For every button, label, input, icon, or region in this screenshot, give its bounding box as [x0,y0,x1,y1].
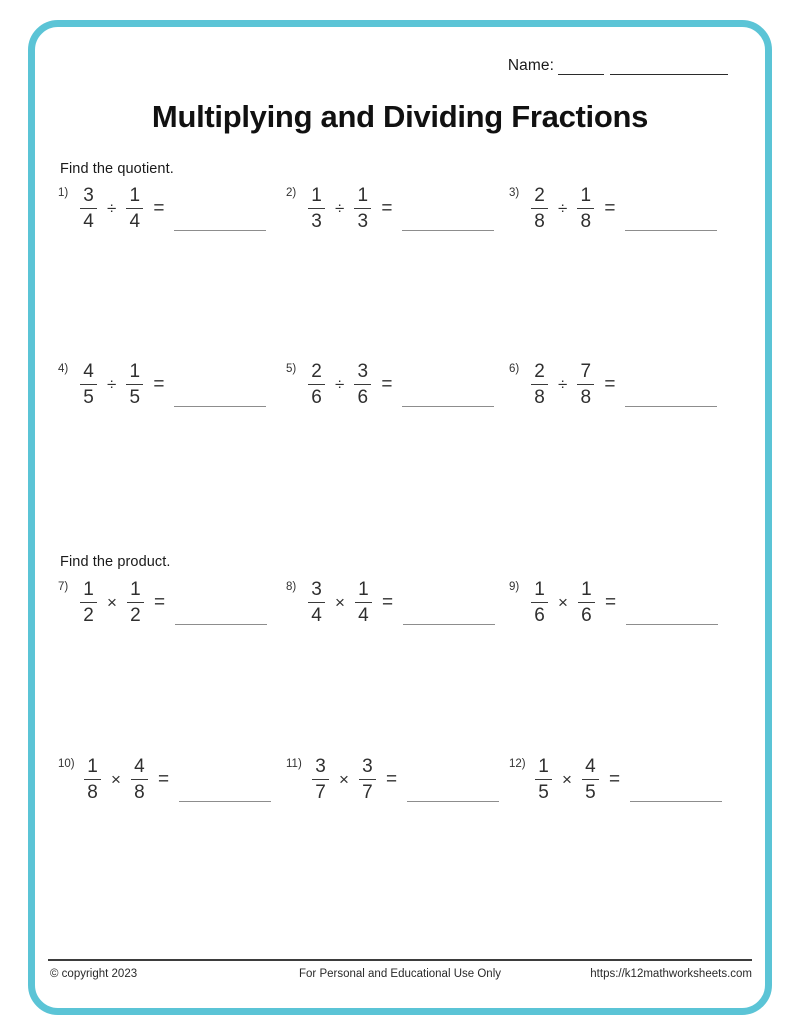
problem-row-2 [0,360,800,430]
fraction-left [535,757,552,802]
fraction-right [577,362,594,407]
denominator: 7 [362,781,373,803]
problem-8 [286,578,495,648]
problem-expression [306,580,395,625]
denominator: 4 [83,210,94,232]
equals-icon: = [381,197,393,219]
divide-icon: ÷ [107,198,117,218]
denominator: 6 [311,386,322,408]
fraction-bar [80,384,97,386]
footer-usage-notice: For Personal and Educational Use Only [299,968,501,980]
multiply-icon: × [111,769,121,789]
answer-blank[interactable] [174,184,266,231]
fraction-left [80,186,97,231]
equals-icon: = [604,197,616,219]
numerator: 3 [315,756,326,777]
name-field-blank-first[interactable] [558,60,604,75]
numerator: 1 [581,579,592,600]
equals-icon: = [157,768,170,790]
answer-blank[interactable] [407,755,499,802]
problem-row-4 [0,755,800,825]
answer-blank[interactable] [179,755,271,802]
problem-expression [529,580,618,625]
problem-expression [78,362,166,407]
denominator: 4 [358,604,369,626]
answer-blank[interactable] [626,578,718,625]
problem-9 [509,578,718,648]
fraction-left [308,580,325,625]
answer-blank[interactable] [630,755,722,802]
equals-icon: = [381,591,394,613]
fraction-bar [355,602,372,604]
problem-2 [286,184,494,254]
section-heading-quotient: Find the quotient. [60,161,174,177]
fraction-bar [308,208,325,210]
multiply-icon: × [335,592,345,612]
fraction-right [578,580,595,625]
fraction-left [531,362,548,407]
fraction-bar [531,384,548,386]
fraction-bar [308,384,325,386]
numerator: 3 [83,185,94,206]
problem-1 [58,184,266,254]
fraction-right [126,362,143,407]
answer-blank[interactable] [402,360,494,407]
problem-number: 9) [509,581,520,593]
numerator: 1 [83,579,94,600]
equals-icon: = [153,591,166,613]
denominator: 5 [538,781,549,803]
divide-icon: ÷ [335,374,345,394]
fraction-left [84,757,101,802]
fraction-left [80,580,97,625]
numerator: 1 [358,579,369,600]
numerator: 1 [580,185,592,206]
fraction-left [312,757,329,802]
numerator: 1 [357,185,369,206]
fraction-right [355,580,372,625]
problem-11 [286,755,499,825]
problem-expression [310,757,399,802]
page-title: Multiplying and Dividing Fractions [151,99,649,134]
denominator: 5 [585,781,596,803]
numerator: 1 [130,579,141,600]
problem-4 [58,360,266,430]
equals-icon: = [604,373,616,395]
numerator: 1 [534,579,545,600]
footer-website-link[interactable]: https://k12mathworksheets.com [590,968,752,980]
fraction-bar [582,779,599,781]
numerator: 2 [534,361,545,382]
multiply-icon: × [339,769,349,789]
problem-number: 3) [509,187,520,199]
numerator: 3 [311,579,322,600]
problem-number: 10) [58,758,75,770]
numerator: 1 [538,756,549,777]
equals-icon: = [381,373,393,395]
fraction-bar [308,602,325,604]
problem-5 [286,360,494,430]
answer-blank[interactable] [403,578,495,625]
problem-7 [58,578,267,648]
multiply-icon: × [107,592,117,612]
divide-icon: ÷ [107,374,117,394]
fraction-left [531,186,548,231]
denominator: 8 [580,210,592,232]
denominator: 8 [534,386,545,408]
denominator: 5 [129,386,141,408]
problem-expression [529,186,617,231]
problem-number: 12) [509,758,526,770]
fraction-right [577,186,594,231]
fraction-bar [131,779,148,781]
problem-row-3 [0,578,800,648]
fraction-right [131,757,148,802]
divide-icon: ÷ [558,374,568,394]
numerator: 2 [534,185,545,206]
footer [48,968,752,988]
denominator: 2 [130,604,141,626]
numerator: 1 [311,185,322,206]
fraction-right [582,757,599,802]
fraction-bar [80,602,97,604]
denominator: 8 [87,781,98,803]
denominator: 8 [134,781,145,803]
problem-number: 2) [286,187,297,199]
numerator: 4 [83,361,94,382]
fraction-bar [126,384,143,386]
name-field[interactable] [508,58,728,75]
denominator: 2 [83,604,94,626]
denominator: 8 [580,386,592,408]
fraction-right [359,757,376,802]
fraction-right [354,186,371,231]
multiply-icon: × [558,592,568,612]
problem-number: 4) [58,363,69,375]
problem-number: 6) [509,363,520,375]
fraction-bar [84,779,101,781]
divide-icon: ÷ [558,198,568,218]
fraction-right [354,362,371,407]
problem-expression [82,757,171,802]
denominator: 4 [311,604,322,626]
problem-12 [509,755,722,825]
fraction-left [531,580,548,625]
numerator: 3 [357,361,369,382]
problem-expression [306,186,394,231]
numerator: 2 [311,361,322,382]
answer-blank[interactable] [174,360,266,407]
denominator: 8 [534,210,545,232]
answer-blank[interactable] [175,578,267,625]
answer-blank[interactable] [625,184,717,231]
fraction-bar [80,208,97,210]
problem-6 [509,360,717,430]
numerator: 1 [129,185,141,206]
denominator: 7 [315,781,326,803]
section-heading-product: Find the product. [60,554,171,570]
fraction-bar [312,779,329,781]
denominator: 5 [83,386,94,408]
answer-blank[interactable] [625,360,717,407]
fraction-left [308,186,325,231]
equals-icon: = [153,197,165,219]
fraction-bar [354,384,371,386]
denominator: 3 [311,210,322,232]
name-field-label: Name: [507,57,554,74]
answer-blank[interactable] [402,184,494,231]
numerator: 4 [585,756,596,777]
problem-expression [306,362,394,407]
fraction-bar [127,602,144,604]
fraction-right [127,580,144,625]
numerator: 1 [87,756,98,777]
problem-3 [509,184,717,254]
numerator: 3 [362,756,373,777]
fraction-left [80,362,97,407]
equals-icon: = [153,373,165,395]
name-field-blank-second[interactable] [610,60,728,75]
fraction-bar [531,602,548,604]
footer-divider [48,959,752,961]
footer-copyright: © copyright 2023 [50,968,138,980]
denominator: 6 [357,386,369,408]
fraction-bar [535,779,552,781]
problem-expression [529,362,617,407]
numerator: 7 [580,361,592,382]
fraction-bar [359,779,376,781]
problem-10 [58,755,271,825]
denominator: 4 [129,210,141,232]
divide-icon: ÷ [335,198,345,218]
equals-icon: = [604,591,617,613]
denominator: 3 [357,210,369,232]
problem-expression [78,186,166,231]
problem-expression [533,757,622,802]
numerator: 4 [134,756,145,777]
denominator: 6 [534,604,545,626]
numerator: 1 [129,361,141,382]
problem-number: 5) [286,363,297,375]
equals-icon: = [385,768,398,790]
fraction-bar [578,602,595,604]
fraction-bar [531,208,548,210]
fraction-bar [577,208,594,210]
problem-number: 11) [286,758,302,770]
denominator: 6 [581,604,592,626]
fraction-left [308,362,325,407]
equals-icon: = [608,768,621,790]
problem-number: 7) [58,581,69,593]
fraction-bar [126,208,143,210]
problem-expression [78,580,167,625]
problem-row-1 [0,184,800,254]
multiply-icon: × [562,769,572,789]
fraction-bar [577,384,594,386]
fraction-bar [354,208,371,210]
problem-number: 1) [58,187,69,199]
fraction-right [126,186,143,231]
problem-number: 8) [286,581,297,593]
